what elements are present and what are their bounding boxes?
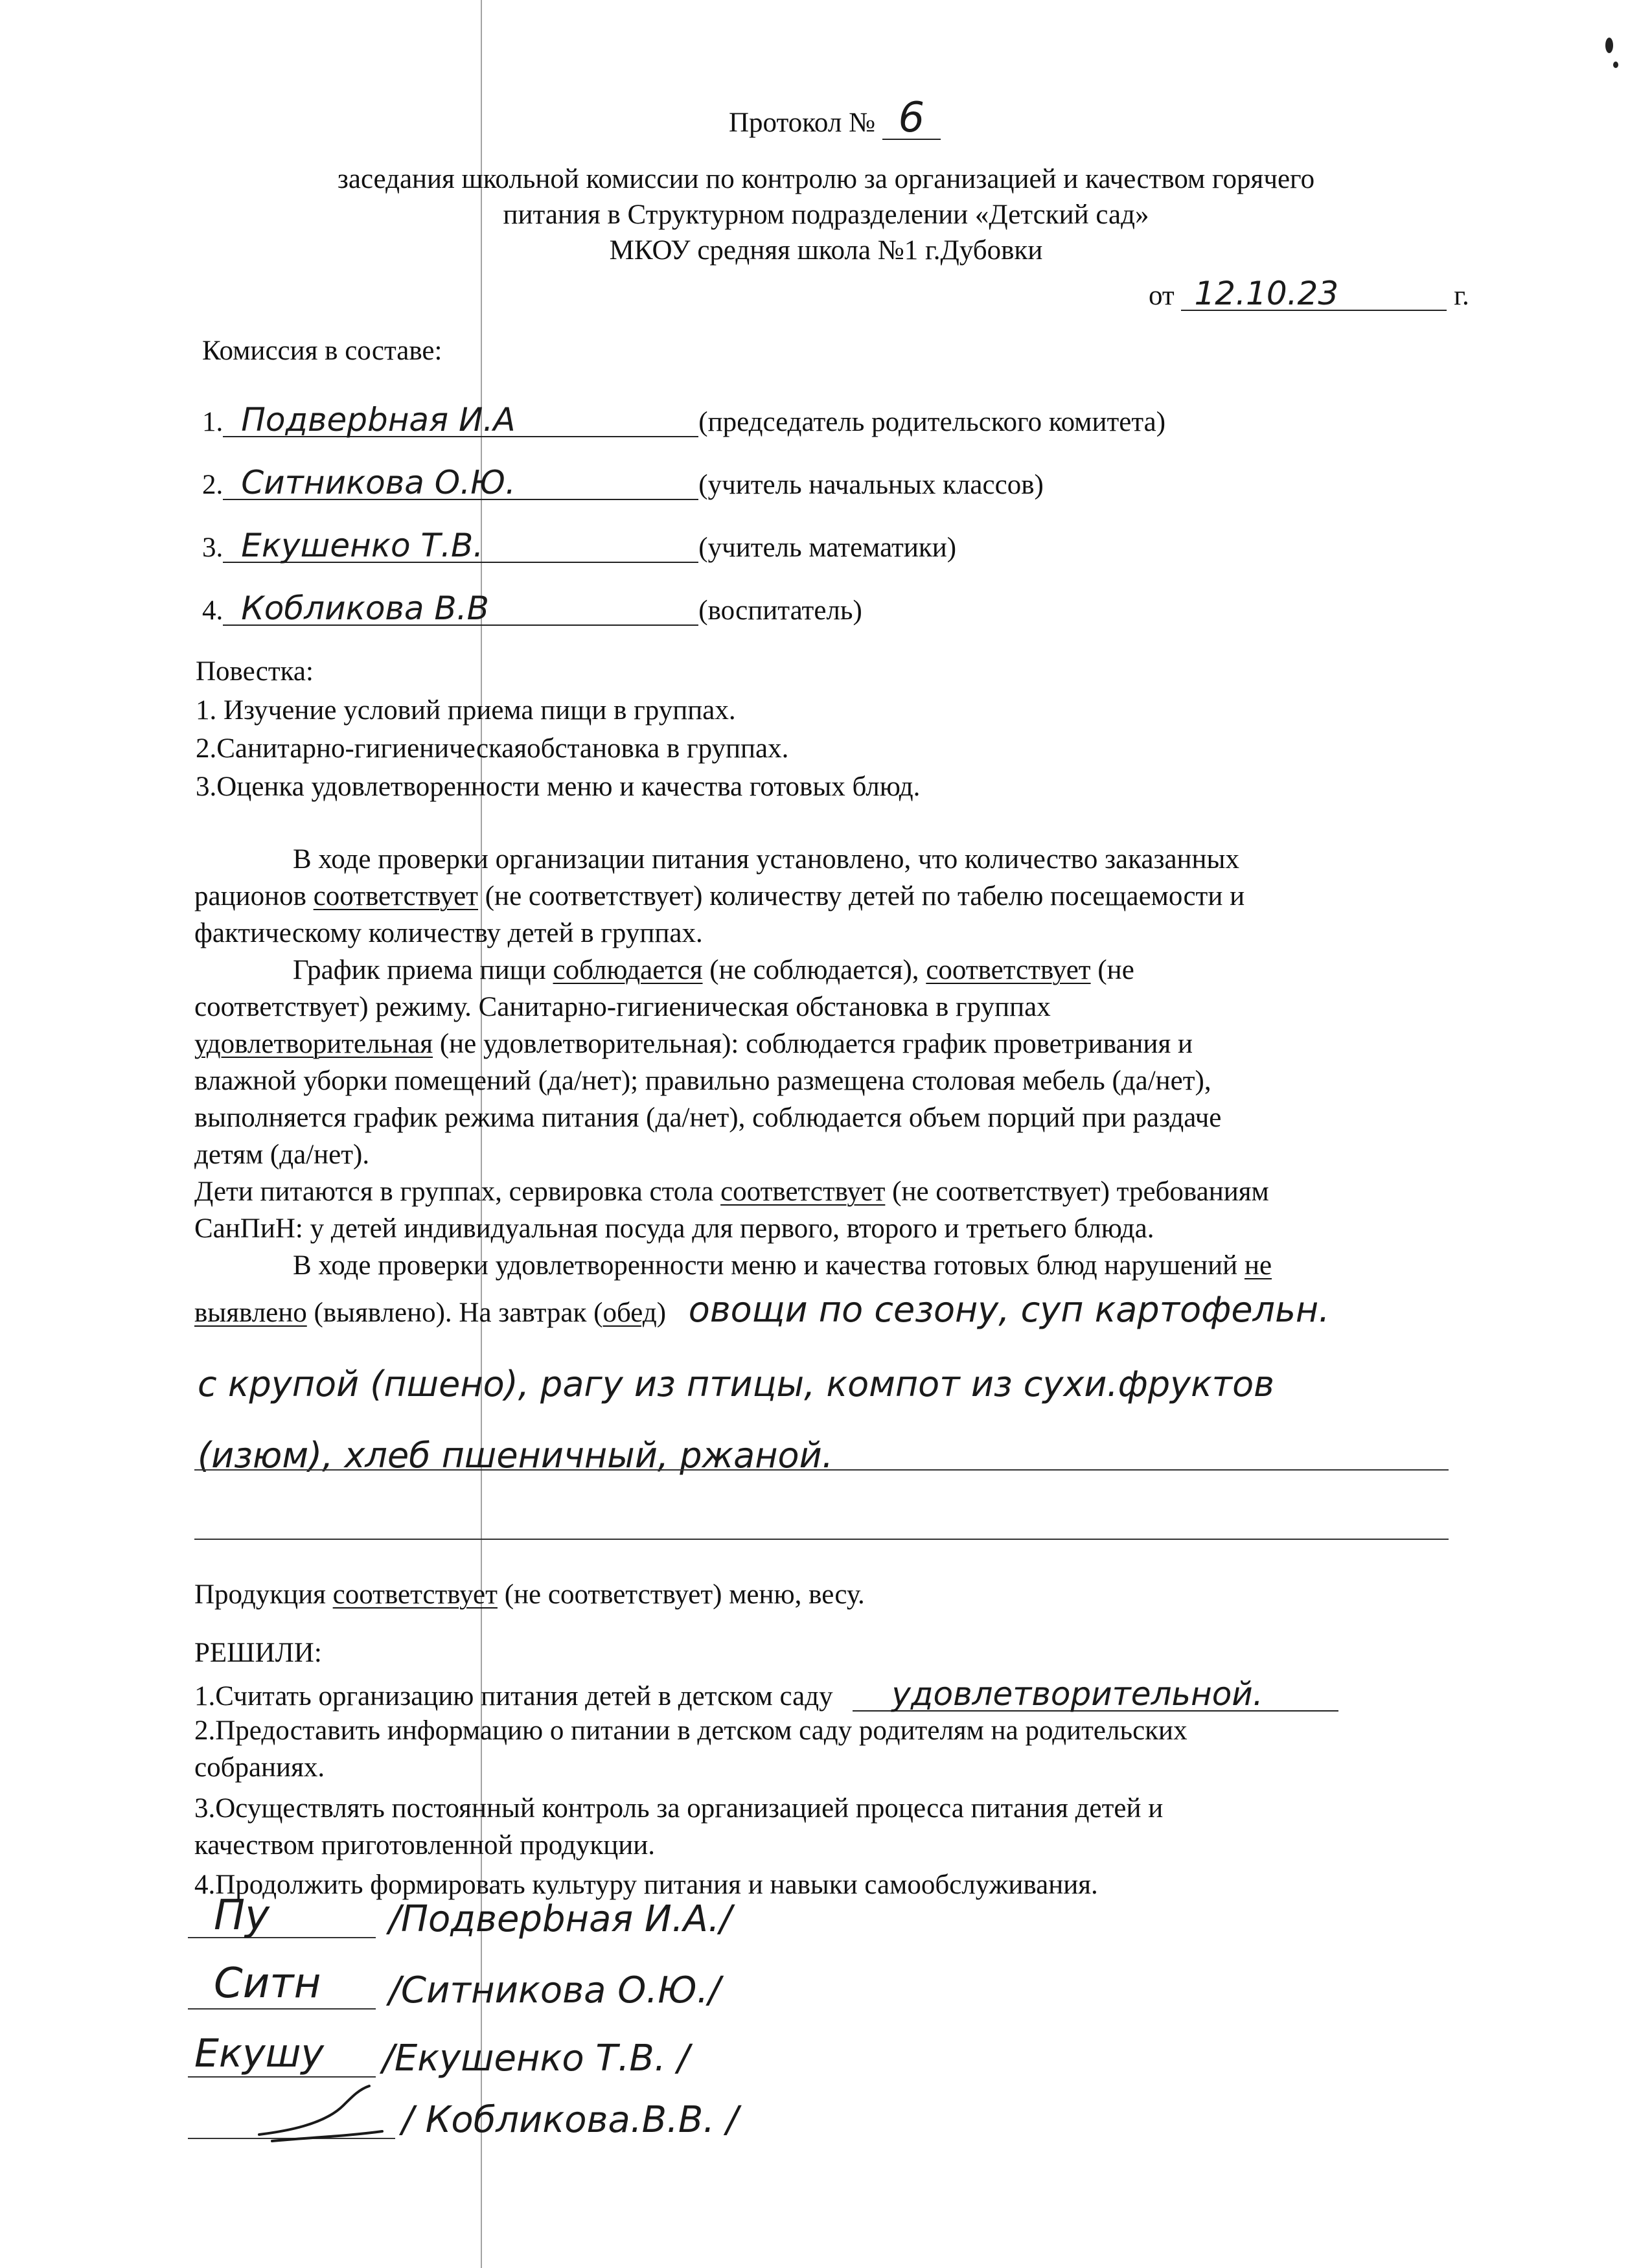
member-role: (учитель начальных классов): [698, 470, 1044, 500]
decision-label: РЕШИЛИ:: [194, 1638, 322, 1668]
menu-handwritten-2: с крупой (пшено), рагу из птицы, компот из сухи.фруктов: [198, 1364, 1275, 1404]
member-row-1: [202, 401, 1166, 439]
selected-option: удовлетворительная: [194, 1029, 433, 1059]
member-number: 2.: [202, 470, 224, 500]
signature-line: [188, 2008, 376, 2010]
date-value: 12.10.23: [1181, 277, 1447, 311]
text-fragment: (не соблюдается),: [702, 955, 926, 985]
text-fragment: (не соответствует) требованиям: [885, 1176, 1269, 1207]
member-name: Екушенко Т.В.: [223, 529, 698, 563]
signer-name: /Ситникова О.Ю./: [389, 1969, 721, 2011]
para4-line1: [293, 1252, 1272, 1279]
text-fragment: Дети питаются в группах, сервировка стола: [194, 1176, 721, 1207]
scan-speck: [1613, 62, 1618, 68]
fill-line: [194, 1469, 1449, 1471]
agenda-item-3: 3.Оценка удовлетворенности меню и качества готовых блюд.: [196, 772, 921, 802]
text-fragment: (не: [1090, 955, 1134, 985]
signature-mark: Пу: [214, 1892, 270, 1940]
date-prefix: от: [1149, 281, 1175, 311]
member-role: (учитель математики): [698, 533, 957, 563]
signature-line: [188, 2076, 376, 2078]
selected-option: соответствует: [926, 955, 1091, 985]
member-number: 3.: [202, 533, 224, 563]
decision-item-3-line1: 3.Осуществлять постоянный контроль за организацией процесса питания детей и: [194, 1793, 1164, 1824]
decision-item-3-line2: качеством приготовленной продукции.: [194, 1830, 656, 1861]
text-fragment: (выявлено). На завтрак (: [306, 1298, 603, 1328]
product-conformance: [194, 1581, 865, 1609]
para2-line5: выполняется график режима питания (да/нет), соблюдается объем порций при раздаче: [194, 1103, 1222, 1133]
selected-option: соответствует: [332, 1579, 498, 1610]
text-fragment: 1.Считать организацию питания детей в детском саду: [194, 1681, 833, 1712]
agenda-label: Повестка:: [196, 656, 314, 687]
decision-item-2-line1: 2.Предоставить информацию о питании в детском саду родителям на родительских: [194, 1715, 1187, 1746]
decision-handwritten: удовлетворительной.: [853, 1678, 1338, 1712]
protocol-number: 6: [882, 97, 941, 140]
text-fragment: (не удовлетворительная): соблюдается график проветривания и: [433, 1029, 1193, 1059]
para1-line1: В ходе проверки организации питания установлено, что количество заказанных: [293, 844, 1239, 875]
protocol-title: [729, 94, 941, 142]
signature-mark-drawing: [246, 2079, 389, 2144]
menu-handwritten-3: (изюм), хлеб пшеничный, ржаной.: [198, 1435, 833, 1476]
selected-option: соответствует: [313, 881, 478, 911]
protocol-date: [1149, 277, 1469, 311]
member-name: Кобликова В.В: [223, 592, 698, 626]
subtitle-line-3: МКОУ средняя школа №1 г.Дубовки: [609, 235, 1043, 266]
subtitle-line-2: питания в Структурном подразделении «Детский сад»: [503, 200, 1149, 230]
member-name: Подверbная И.А: [223, 404, 698, 437]
member-role: (председатель родительского комитета): [698, 407, 1166, 437]
para1-line3: фактическому количеству детей в группах.: [194, 918, 703, 948]
text-fragment: В ходе проверки удовлетворенности меню и качества готовых блюд нарушений: [293, 1250, 1245, 1281]
signature-mark: Екушу: [194, 2031, 325, 2076]
selected-option: соответствует: [720, 1176, 886, 1207]
para3-line1: [194, 1178, 1269, 1206]
signature-mark: Ситн: [214, 1960, 321, 2008]
member-row-3: [202, 529, 956, 563]
signer-name: /Подверbная И.А./: [389, 1898, 732, 1940]
para2-line4: влажной уборки помещений (да/нет); правильно размещена столовая мебель (да/нет),: [194, 1066, 1211, 1096]
signer-name: / Кобликова.В.В. /: [402, 2099, 739, 2141]
menu-handwritten-1: овощи по сезону, суп картофельн.: [688, 1289, 1330, 1330]
para2-line2: соответствует) режиму. Санитарно-гигиеническая обстановка в группах: [194, 992, 1051, 1022]
member-number: 1.: [202, 407, 224, 437]
selected-option: не: [1244, 1250, 1272, 1281]
text-fragment: ): [656, 1298, 667, 1328]
member-name: Ситникова О.Ю.: [223, 466, 698, 500]
decision-item-1: [194, 1675, 1338, 1713]
selected-option: выявлено: [194, 1298, 307, 1328]
text-fragment: рационов: [194, 881, 314, 911]
agenda-item-1: 1. Изучение условий приема пищи в группах.: [196, 695, 736, 726]
text-fragment: Продукция: [194, 1579, 333, 1610]
para2-line3: [194, 1030, 1193, 1058]
selected-option: соблюдается: [553, 955, 703, 985]
member-number: 4.: [202, 595, 224, 626]
decision-item-2-line2: собраниях.: [194, 1752, 325, 1783]
decision-item-4: 4.Продолжить формировать культуру питания и навыки самообслуживания.: [194, 1870, 1098, 1900]
text-fragment: (не соответствует) количеству детей по табелю посещаемости и: [477, 881, 1245, 911]
agenda-item-2: 2.Санитарно-гигиеническаяобстановка в группах.: [196, 733, 789, 764]
selected-option: обед: [602, 1298, 657, 1328]
protocol-title-prefix: Протокол №: [729, 108, 876, 138]
fill-line: [194, 1539, 1449, 1540]
member-row-4: [202, 592, 862, 626]
scan-speck: [1605, 38, 1613, 53]
para1-line2: [194, 882, 1245, 910]
subtitle-line-1: заседания школьной комиссии по контролю за организацией и качеством горячего: [337, 164, 1315, 194]
member-role: (воспитатель): [698, 595, 862, 626]
signer-name: /Екушенко Т.В. /: [382, 2037, 690, 2079]
para2-line6: детям (да/нет).: [194, 1140, 370, 1170]
text-fragment: График приема пищи: [293, 955, 553, 985]
para2-line1: [293, 956, 1134, 984]
para4-line2: [194, 1289, 1330, 1330]
para3-line2: СанПиН: у детей индивидуальная посуда для первого, второго и третьего блюда.: [194, 1213, 1154, 1244]
member-row-2: [202, 466, 1044, 500]
date-suffix: г.: [1454, 281, 1469, 311]
text-fragment: (не соответствует) меню, весу.: [497, 1579, 865, 1610]
commission-label: Комиссия в составе:: [202, 336, 442, 366]
